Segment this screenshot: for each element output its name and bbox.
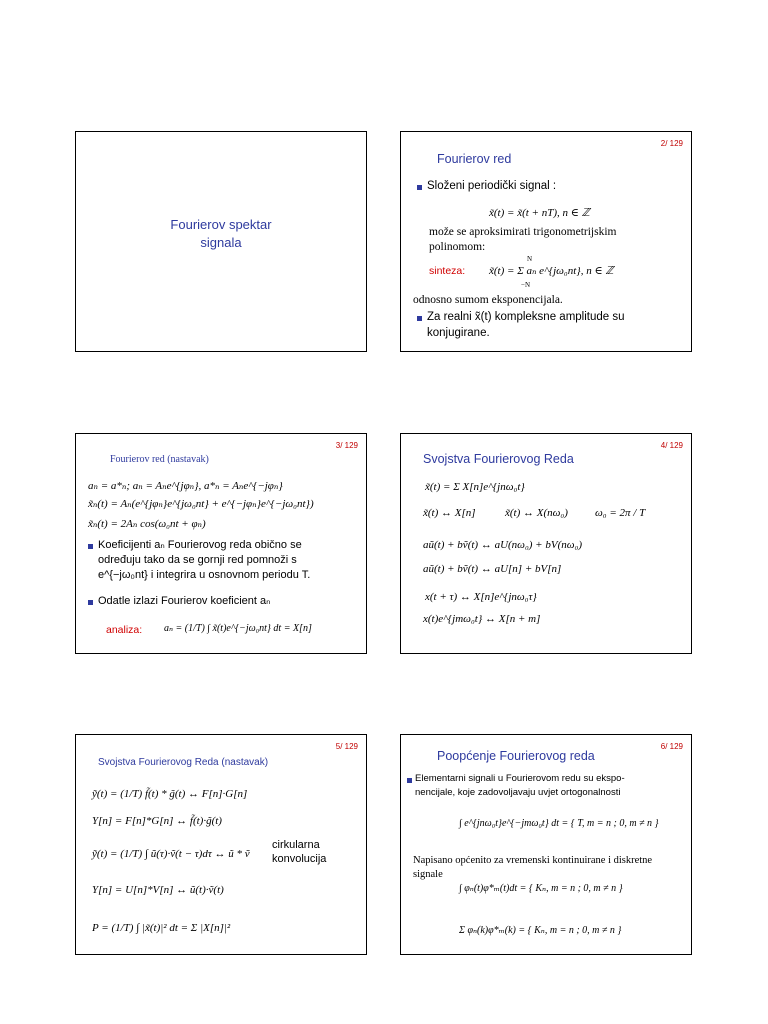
text-line: Elementarni signali u Fourierovom redu su ekspo- [415, 773, 625, 784]
equation: ỹ(t) = (1/T) ∫ ũ(τ)·ṽ(t − τ)dτ ↔ ũ * ṽ [92, 848, 250, 860]
equation: aũ(t) + bṽ(t) ↔ aU[n] + bV[n] [423, 563, 562, 575]
slide-5 [75, 734, 367, 955]
equation: x̃(t) = x̃(t + nT), n ∈ ℤ [489, 207, 590, 219]
sum-upper-limit: N [527, 255, 533, 263]
text-line: e^{−jω₀nt} i integrira u osnovnom periodu T. [98, 569, 311, 581]
bullet-icon [417, 316, 422, 321]
bullet-icon [88, 544, 93, 549]
slide-4 [400, 433, 692, 654]
text-line: Za realni x̃(t) kompleksne amplitude su [427, 311, 625, 323]
equation: x̃(t) ↔ X(nω₀) [505, 507, 568, 519]
slide-title: Svojstva Fourierovog Reda [423, 452, 574, 466]
text-line: cirkularna [272, 839, 320, 851]
slide-title-line-1: Fourierov spektar [170, 217, 272, 232]
sum-lower-limit: −N [521, 281, 531, 289]
equation: Σ φₙ(k)φ*ₘ(k) = { Kₙ, m = n ; 0, m ≠ n } [459, 925, 622, 936]
bullet-icon [407, 778, 412, 783]
equation: x̃ₙ(t) = Aₙ(e^{jφₙ}e^{jω₀nt} + e^{−jφₙ}e^{−jω₀nt}) [88, 498, 314, 510]
text-line: konvolucija [272, 853, 327, 865]
slide-3 [75, 433, 367, 654]
analiza-label: analiza: [106, 624, 143, 636]
text-line: polinomom: [429, 241, 486, 253]
equation: x(t)e^{jmω₀t} ↔ X[n + m] [423, 613, 541, 625]
slide-title: Fourierov red [437, 152, 512, 166]
text-line: odnosno sumom eksponencijala. [413, 294, 563, 306]
equation: x̃(t) = Σ aₙ e^{jω₀nt}, n ∈ ℤ [489, 265, 614, 277]
equation: Y[n] = U[n]*V[n] ↔ ũ(t)·ṽ(t) [92, 884, 224, 896]
slide-6 [400, 734, 692, 955]
page-number: 6/ 129 [660, 742, 683, 751]
text-line: određuju tako da se gornji red pomnoži s [98, 554, 297, 566]
bullet-icon [88, 600, 93, 605]
equation: x̃ₙ(t) = 2Aₙ cos(ω₀nt + φₙ) [88, 518, 206, 530]
equation: x̃(t) = Σ X[n]e^{jnω₀t} [425, 481, 525, 493]
text-line: Odatle izlazi Fourierov koeficient aₙ [98, 595, 271, 607]
text-line: može se aproksimirati trigonometrijskim [429, 226, 617, 238]
equation: ∫ e^{jnω₀t}e^{−jmω₀t} dt = { T, m = n ; 0, m ≠ n } [459, 818, 659, 829]
equation: ω₀ = 2π / T [595, 507, 646, 519]
text-line: signale [413, 869, 443, 880]
bullet-icon [417, 185, 422, 190]
equation: x̃(t) ↔ X[n] [423, 507, 476, 519]
text-line: Napisano općenito za vremenski kontinuirane i diskretne [413, 855, 653, 866]
equation: Y[n] = F[n]*G[n] ↔ f̃(t)·g̃(t) [92, 815, 222, 827]
equation: aũ(t) + bṽ(t) ↔ aU(nω₀) + bV(nω₀) [423, 539, 582, 551]
slide-2 [400, 131, 692, 352]
equation: ∫ φₙ(t)φ*ₘ(t)dt = { Kₙ, m = n ; 0, m ≠ n } [459, 883, 623, 894]
slide-title: Svojstva Fourierovog Reda (nastavak) [98, 757, 269, 768]
slide-title-line-2: signala [200, 235, 242, 250]
slide-title: Poopćenje Fourierovog reda [437, 749, 595, 763]
text-line: nencijale, koje zadovoljavaju uvjet ortogonalnosti [415, 787, 621, 798]
equation: aₙ = a*ₙ; aₙ = Aₙe^{jφₙ}, a*ₙ = Aₙe^{−jφₙ} [88, 480, 283, 492]
sinteza-label: sinteza: [429, 265, 466, 277]
page-number: 5/ 129 [335, 742, 358, 751]
equation: aₙ = (1/T) ∫ x̃(t)e^{−jω₀nt} dt = X[n] [164, 623, 312, 634]
equation: ỹ(t) = (1/T) f̃(t) * g̃(t) ↔ F[n]·G[n] [92, 788, 248, 800]
page-number: 4/ 129 [660, 441, 683, 450]
text-line: Složeni periodički signal : [427, 180, 557, 192]
slide-1 [75, 131, 367, 352]
slide-title [76, 216, 366, 252]
text-line: konjugirane. [427, 327, 490, 339]
equation: P = (1/T) ∫ |x̃(t)|² dt = Σ |X[n]|² [92, 922, 231, 934]
equation: x(t + τ) ↔ X[n]e^{jnω₀τ} [425, 591, 537, 603]
slide-title: Fourierov red (nastavak) [110, 454, 209, 465]
page-number: 3/ 129 [335, 441, 358, 450]
text-line: Koeficijenti aₙ Fourierovog reda obično se [98, 539, 302, 551]
page-number: 2/ 129 [660, 139, 683, 148]
